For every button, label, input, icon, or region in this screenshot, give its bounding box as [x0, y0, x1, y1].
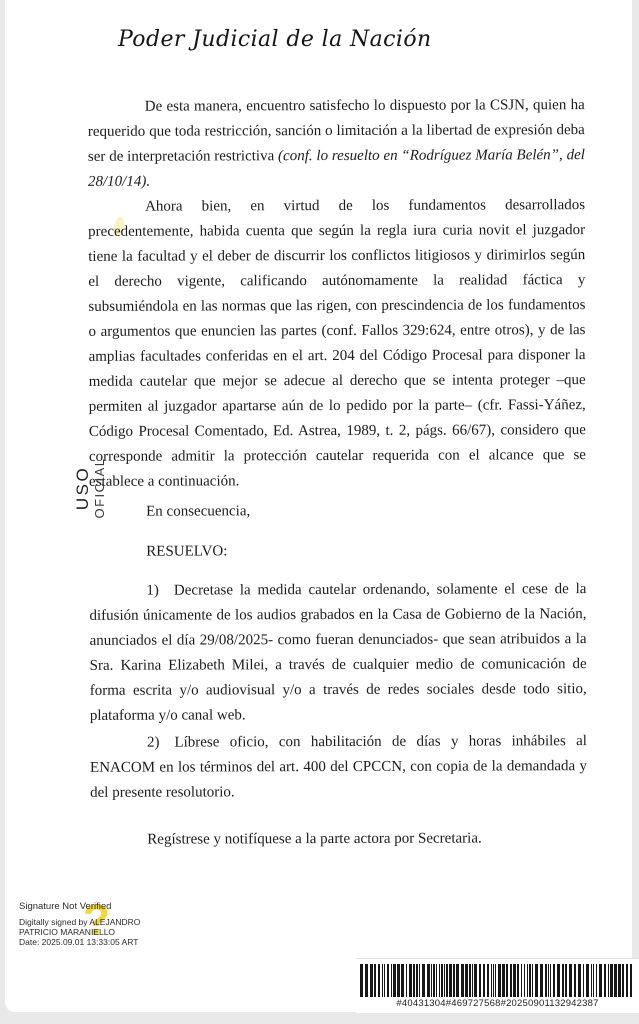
document-barcode — [356, 958, 639, 1013]
signature-date: Date: 2025.09.01 13:33:05 ART — [19, 937, 139, 947]
digital-signature-block — [19, 901, 140, 947]
official-use-stamp-line2: OFICIAL — [92, 457, 107, 519]
barcode-number: #40431304#469727568#20250901132942387 — [396, 998, 599, 1009]
court-letterhead: Poder Judicial de la Nación — [118, 27, 432, 52]
paragraph: Regístrese y notifíquese a la parte actora por Secretaria. — [147, 830, 482, 848]
signature-signer-line1: Digitally signed by ALEJANDRO — [19, 917, 141, 927]
barcode-bars-icon — [360, 964, 637, 997]
paragraph: De esta manera, encuentro satisfecho lo dispuesto por la CSJN, quien ha requerido que toda restricción, sanción o limitación a la libertad de expresión deba ser de interpretación restrictiva (conf. lo resuelto en “Rodríguez María Belén”, del 28/10/14). — [87, 97, 585, 190]
signature-status: Signature Not Verified — [19, 901, 112, 912]
document-page — [5, 0, 632, 1012]
paragraph: Ahora bien, en virtud de los fundamentos desarrollados precedentemente, habida cuenta que según la regla iura curia novit el juzgador tiene la facultad y el deber de discurrir los conflictos litigiosos y dirimirlos según el derecho vigente, calificando autónomamente la realidad fáctica y subsumiéndola en las normas que las rigen, con prescindencia de los fundamentos o argumentos que enuncien las partes (conf. Fallos 329:624, entre otros), y de las amplias facultades conferidas en el art. 204 del Código Procesal para disponer la medida cautelar que mejor se adecue al derecho que se intenta proteger –que permiten al juzgador apartarse aún de lo pedido por la parte– (cfr. Fassi-Yáñez, Código Procesal Comentado, Ed. Astrea, 1989, t. 2, págs. 66/67), considero que corresponde admitir la protección cautelar requerida con el alcance que se establece a continuación. — [88, 197, 586, 490]
paragraph: En consecuencia, — [146, 503, 251, 520]
official-use-stamp — [73, 422, 125, 554]
signature-warning-icon: ? — [83, 896, 110, 945]
paragraph: 1) Decretase la medida cautelar ordenando, solamente el cese de la difusión únicamente de los audios grabados en la Casa de Gobierno de la Nación, anunciados el día 29/08/2025- como fueran denunciados- que sean atribuidos a la Sra. Karina Elizabeth Milei, a través de cualquier medio de comunicación de forma escrita y/o audiovisual y/o a través de redes sociales desde todo sitio, plataforma y/o canal web. — [89, 581, 587, 724]
signature-signer-line2: PATRICIO MARANIELLO — [19, 927, 116, 937]
official-use-stamp-line1: USO — [73, 465, 92, 511]
paragraph: RESUELVO: — [146, 543, 228, 560]
paragraph: 2) Líbrese oficio, con habilitación de días y horas inhábiles al ENACOM en los términos del art. 400 del CPCCN, con copia de la demandada y del presente resolutorio. — [89, 733, 588, 801]
document-body — [88, 93, 588, 853]
